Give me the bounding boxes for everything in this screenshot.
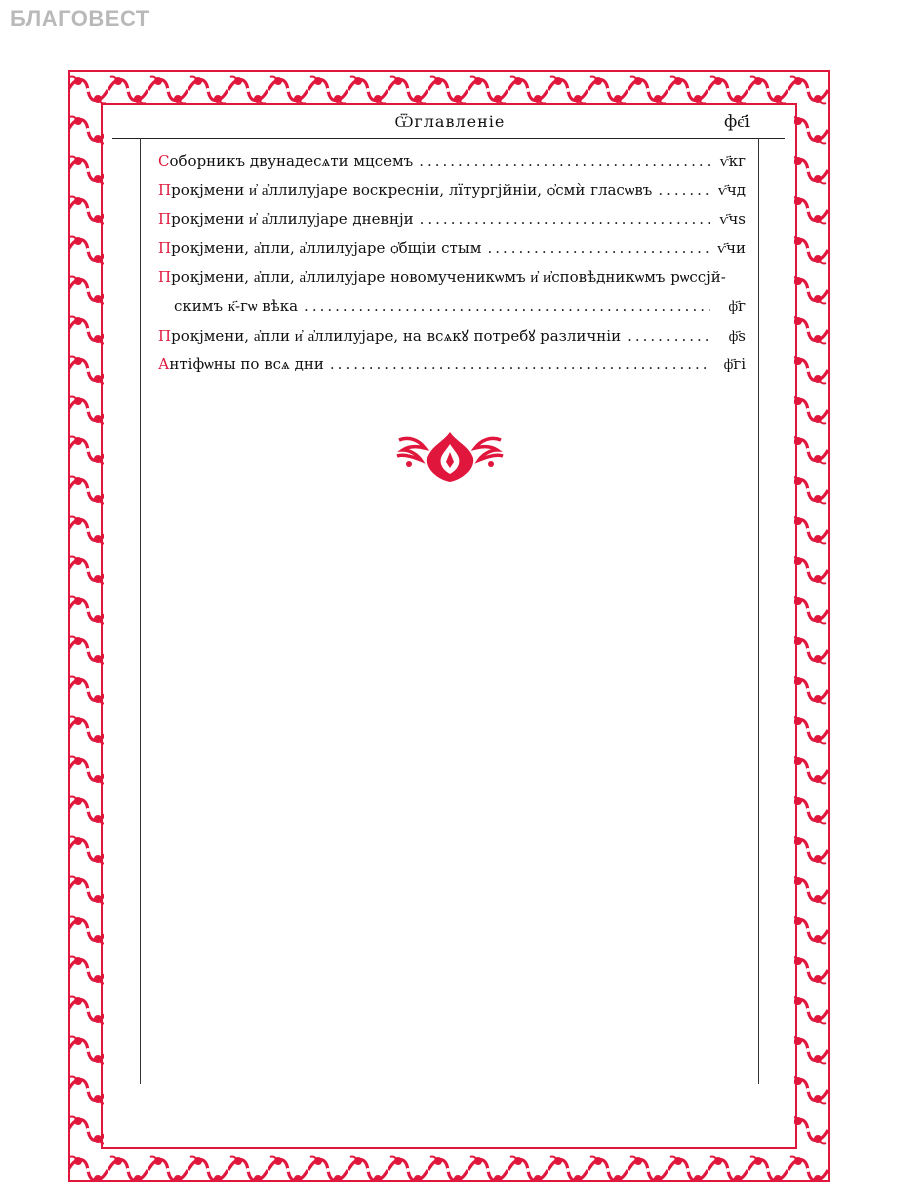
toc-leader-dots <box>420 210 710 228</box>
toc-initial: С <box>158 152 170 170</box>
table-of-contents <box>158 152 746 384</box>
page-title: Ѿглавлeнie <box>394 112 506 131</box>
toc-initial: А <box>158 355 170 373</box>
toc-title: обoрникъ двyнaдесѧти мцcемъ <box>169 152 414 170</box>
toc-title: нтiфѡны по всѧ дни <box>169 355 324 373</box>
page-number: фє҃і <box>723 112 750 132</box>
toc-leader-dots <box>627 327 710 345</box>
toc-title: рокjмени и҆ а҆ллилyjарe воскрeснiи, лїтургjйнiи, ѻ҆смѝ глaсѡвъ <box>171 181 653 199</box>
toc-title: скимъ к҃-гѡ вѣка <box>174 297 299 315</box>
toc-entry-prokimeni-dnevnii[interactable] <box>158 210 746 239</box>
toc-initial: П <box>158 268 172 286</box>
toc-initial: П <box>158 239 172 257</box>
left-margin-rule <box>140 138 141 1084</box>
toc-entry-sobornik[interactable] <box>158 152 746 181</box>
toc-entry-prokimeni-razlichnii[interactable] <box>158 326 746 355</box>
right-margin-rule <box>758 138 759 1084</box>
toc-entry-prokimeni-voskresnii[interactable] <box>158 181 746 210</box>
toc-entry-antifony[interactable] <box>158 355 746 384</box>
toc-page-number: ѵ҃чи <box>717 239 746 257</box>
toc-page-number: ф҃г <box>728 297 746 315</box>
toc-page-number: ѵ҃чѕ <box>719 210 746 228</box>
toc-entry-prokimeni-novomuchenikom[interactable] <box>158 268 746 297</box>
toc-initial: П <box>158 181 172 199</box>
toc-initial: П <box>158 327 172 345</box>
watermark: БЛАГОВЕСТ <box>10 6 150 31</box>
toc-page-number: ф҃гі <box>723 355 746 373</box>
toc-title: рокjмени, а҆пли, а҆ллилyjарe новомyченикѡмъ и҆ и҆сповѣдникѡмъ рѡссjй- <box>171 268 726 286</box>
toc-page-number: ѵ҃чд <box>718 181 746 199</box>
toc-leader-dots <box>330 355 710 373</box>
toc-leader-dots <box>419 152 710 170</box>
tailpiece-ornament-icon <box>395 428 505 488</box>
toc-leader-dots <box>487 239 710 257</box>
toc-title: рокjмени, а҆пли, а҆ллилyjарe ѻ҆бщiи стым <box>171 239 482 257</box>
toc-leader-dots <box>658 181 710 199</box>
toc-entry-continuation[interactable] <box>158 297 746 326</box>
toc-page-number: ѵ҃кг <box>719 152 746 170</box>
toc-leader-dots <box>304 297 710 315</box>
toc-initial: П <box>158 210 172 228</box>
toc-title: рокjмени, а҆пли и҆ а҆ллилyjарe, на всѧкꙋ потрeбꙋ различнiи <box>171 327 622 345</box>
toc-title: рокjмени и҆ а҆ллилyjарe дневнjи <box>171 210 414 228</box>
toc-entry-prokimeni-obshchii[interactable] <box>158 239 746 268</box>
toc-page-number: ф҃ѕ <box>728 327 746 345</box>
header-rule <box>112 138 785 139</box>
